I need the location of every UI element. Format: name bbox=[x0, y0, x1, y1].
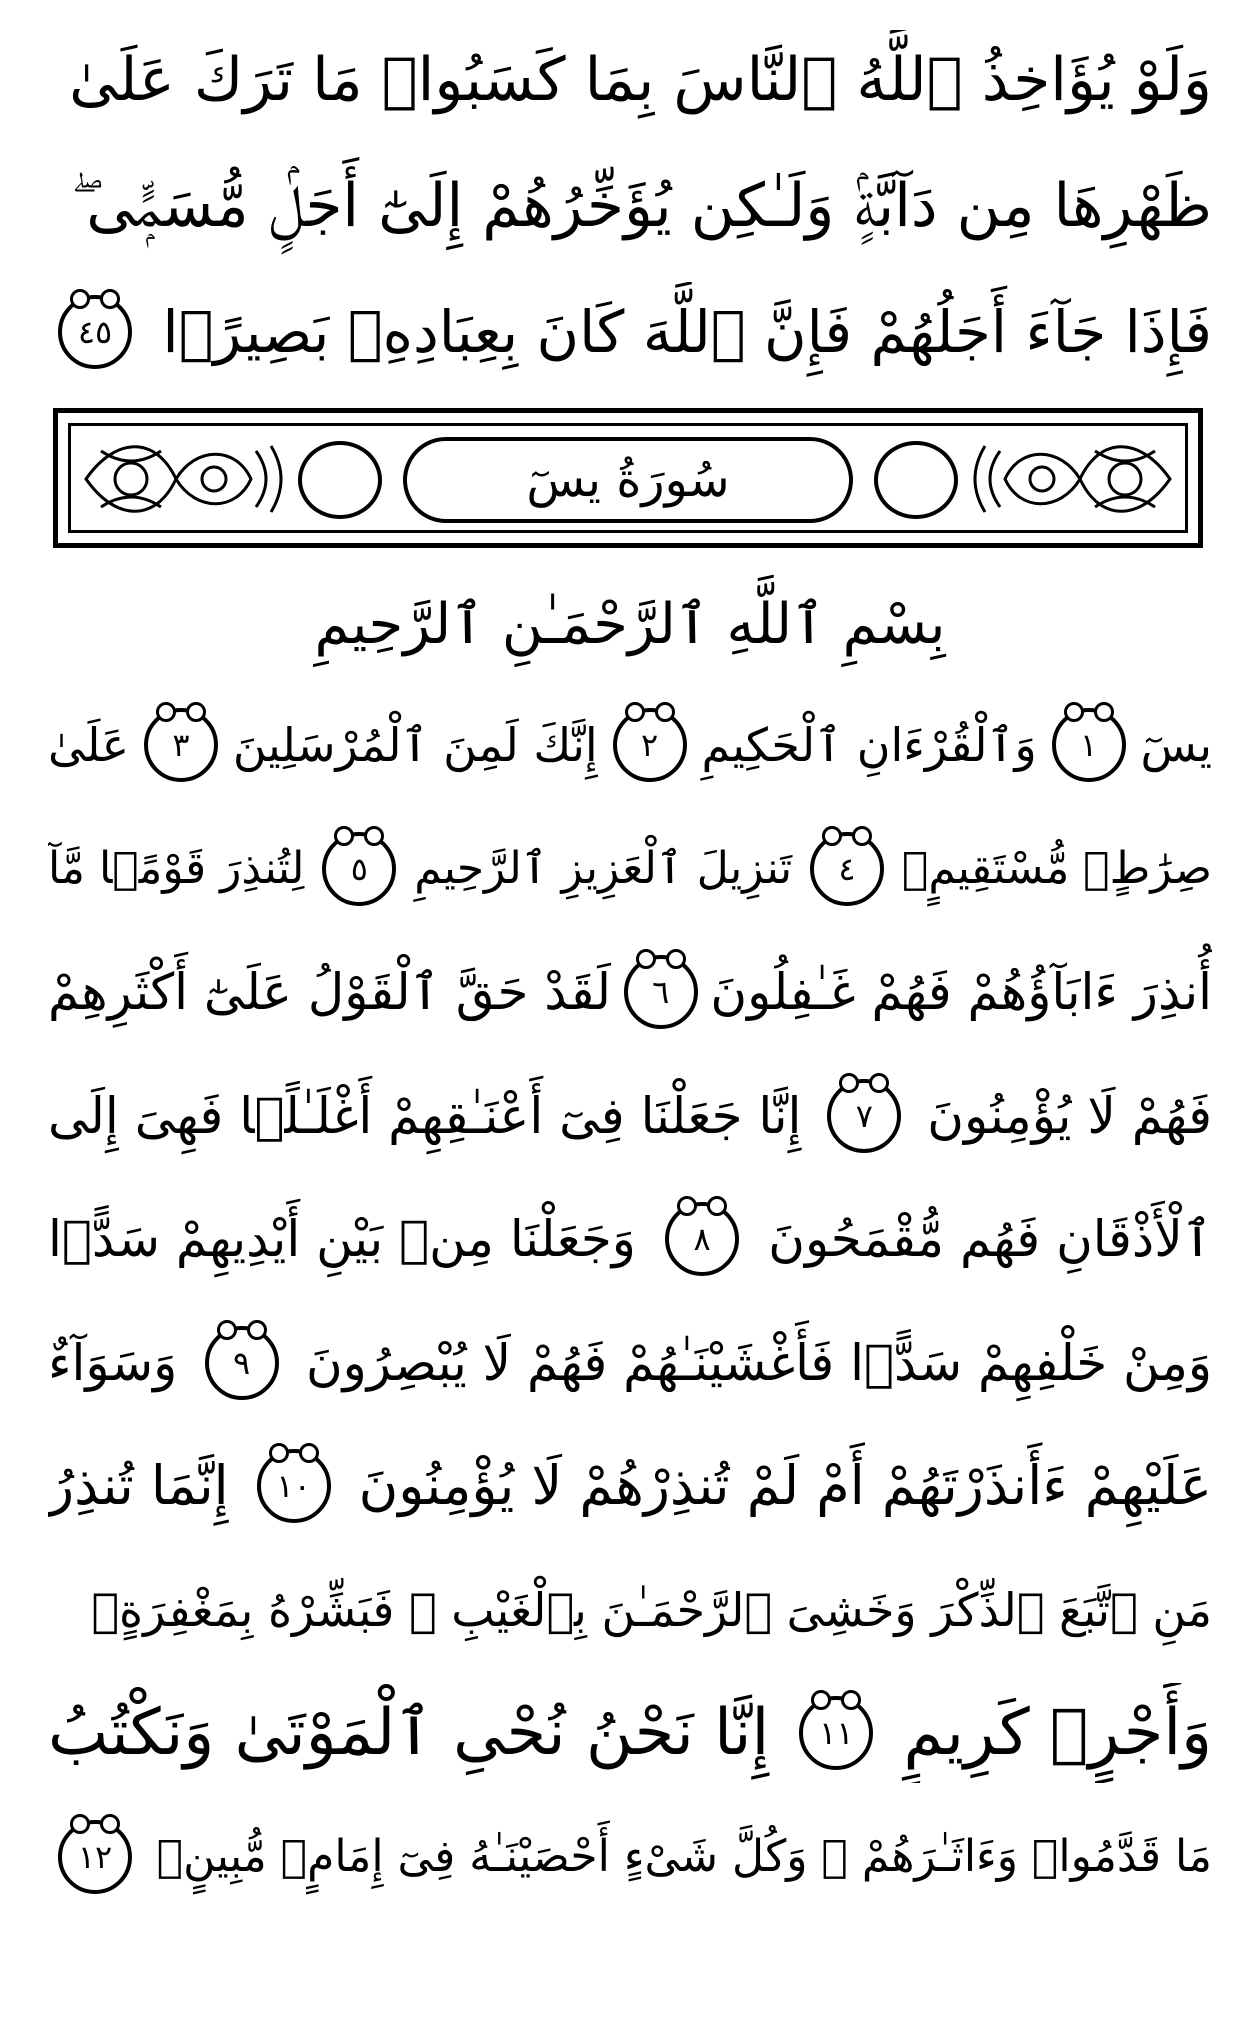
verse-text: عَلَيْهِمْ ءَأَنذَرْتَهُمْ أَمْ لَمْ تُنذِرْهُمْ لَا يُؤْمِنُونَ bbox=[358, 1454, 1212, 1517]
verse-line bbox=[48, 695, 1212, 795]
ayah-number-marker: ٨ bbox=[665, 1202, 739, 1276]
verse-line bbox=[48, 1313, 1212, 1413]
verse-line bbox=[48, 156, 1212, 256]
verse-text: لِتُنذِرَ قَوْمًۭا مَّآ bbox=[48, 843, 305, 894]
verse-text: ٱلْأَذْقَانِ فَهُم مُّقْمَحُونَ bbox=[768, 1210, 1212, 1268]
verse-text: إِنَّا جَعَلْنَا فِىٓ أَعْنَـٰقِهِمْ أَغْلَـٰلًۭا فَهِىَ إِلَى bbox=[48, 1087, 802, 1145]
verse-text: وَٱلْقُرْءَانِ ٱلْحَكِيمِ bbox=[701, 718, 1037, 772]
ayah-number-marker: ٣ bbox=[144, 708, 218, 782]
verse-text: يسٓ bbox=[1140, 718, 1212, 772]
verse-text: فَهُمْ لَا يُؤْمِنُونَ bbox=[927, 1087, 1212, 1145]
header-medallion bbox=[874, 441, 958, 519]
verse-text: فَإِذَا جَآءَ أَجَلُهُمْ فَإِنَّ ٱللَّهَ كَانَ بِعِبَادِهِۦ بَصِيرًۢا bbox=[162, 298, 1212, 366]
verse-line bbox=[48, 30, 1212, 130]
verse-text: وَأَجْرٍۢ كَرِيمٍ bbox=[903, 1696, 1212, 1770]
verse-line bbox=[48, 1066, 1212, 1166]
verse-text: إِنَّكَ لَمِنَ ٱلْمُرْسَلِينَ bbox=[232, 718, 598, 772]
verse-text: مَا قَدَّمُوا۟ وَءَاثَـٰرَهُمْ ۚ وَكُلَّ شَىْءٍ أَحْصَيْنَـٰهُ فِىٓ إِمَامٍۢ مُّبِينٍۢ bbox=[156, 1831, 1212, 1882]
ayah-number-marker: ٧ bbox=[827, 1079, 901, 1153]
verse-line bbox=[48, 1560, 1212, 1660]
ayah-number-marker: ١٢ bbox=[58, 1820, 132, 1894]
verse-text: أُنذِرَ ءَابَآؤُهُمْ فَهُمْ غَـٰفِلُونَ bbox=[710, 963, 1212, 1021]
verse-text: إِنَّمَا تُنذِرُ bbox=[48, 1454, 229, 1517]
ayah-number-marker: ٩ bbox=[205, 1326, 279, 1400]
ayah-number-marker: ٢ bbox=[613, 708, 687, 782]
verse-line bbox=[48, 942, 1212, 1042]
verse-text: وَجَعَلْنَا مِنۢ بَيْنِ أَيْدِيهِمْ سَدًّۭا bbox=[48, 1210, 636, 1268]
verse-text: عَلَىٰ bbox=[48, 718, 130, 772]
verse-line bbox=[48, 282, 1212, 382]
verse-text: ظَهْرِهَا مِن دَآبَّةٍۢ وَلَـٰكِن يُؤَخِّرُهُمْ إِلَىٰٓ أَجَلٍۢ مُّسَمًّۭى ۖ bbox=[71, 171, 1212, 241]
verse-line bbox=[48, 1807, 1212, 1907]
verse-text: إِنَّا نَحْنُ نُحْىِ ٱلْمَوْتَىٰ وَنَكْتُبُ bbox=[48, 1696, 770, 1770]
ayah-number-marker: ١١ bbox=[799, 1696, 873, 1770]
verse-line bbox=[48, 1189, 1212, 1289]
verse-text: لَقَدْ حَقَّ ٱلْقَوْلُ عَلَىٰٓ أَكْثَرِهِمْ bbox=[48, 963, 612, 1021]
verse-text: تَنزِيلَ ٱلْعَزِيزِ ٱلرَّحِيمِ bbox=[414, 843, 793, 894]
ayah-number-marker: ١ bbox=[1052, 708, 1126, 782]
ayah-number-marker: ٦ bbox=[624, 955, 698, 1029]
verse-line bbox=[48, 1436, 1212, 1536]
verse-text: وَلَوْ يُؤَاخِذُ ٱللَّهُ ٱلنَّاسَ بِمَا كَسَبُوا۟ مَا تَرَكَ عَلَىٰ bbox=[69, 45, 1212, 115]
ayah-number-marker: ٤ bbox=[810, 832, 884, 906]
verse-line bbox=[48, 1683, 1212, 1783]
ayah-number-marker: ٤٥ bbox=[58, 295, 132, 369]
verse-text: مَنِ ٱتَّبَعَ ٱلذِّكْرَ وَخَشِىَ ٱلرَّحْمَـٰنَ بِٱلْغَيْبِ ۖ فَبَشِّرْهُ بِمَغْفِرَةٍۢ bbox=[91, 1583, 1212, 1637]
verse-line bbox=[48, 819, 1212, 919]
ayah-number-marker: ٥ bbox=[322, 832, 396, 906]
header-medallion bbox=[298, 441, 382, 519]
ayah-number-marker: ١٠ bbox=[257, 1449, 331, 1523]
surah-title: سُورَةُ يسٓ bbox=[403, 437, 853, 523]
verse-text: صِرَٰطٍۢ مُّسْتَقِيمٍۢ bbox=[901, 843, 1212, 894]
verse-text: وَمِنْ خَلْفِهِمْ سَدًّۭا فَأَغْشَيْنَـٰهُمْ فَهُمْ لَا يُبْصِرُونَ bbox=[305, 1334, 1212, 1392]
verse-text: وَسَوَآءٌ bbox=[48, 1334, 178, 1392]
basmala: بِسْمِ ٱللَّهِ ٱلرَّحْمَـٰنِ ٱلرَّحِيمِ bbox=[314, 592, 946, 657]
surah-header-frame bbox=[53, 408, 1203, 548]
